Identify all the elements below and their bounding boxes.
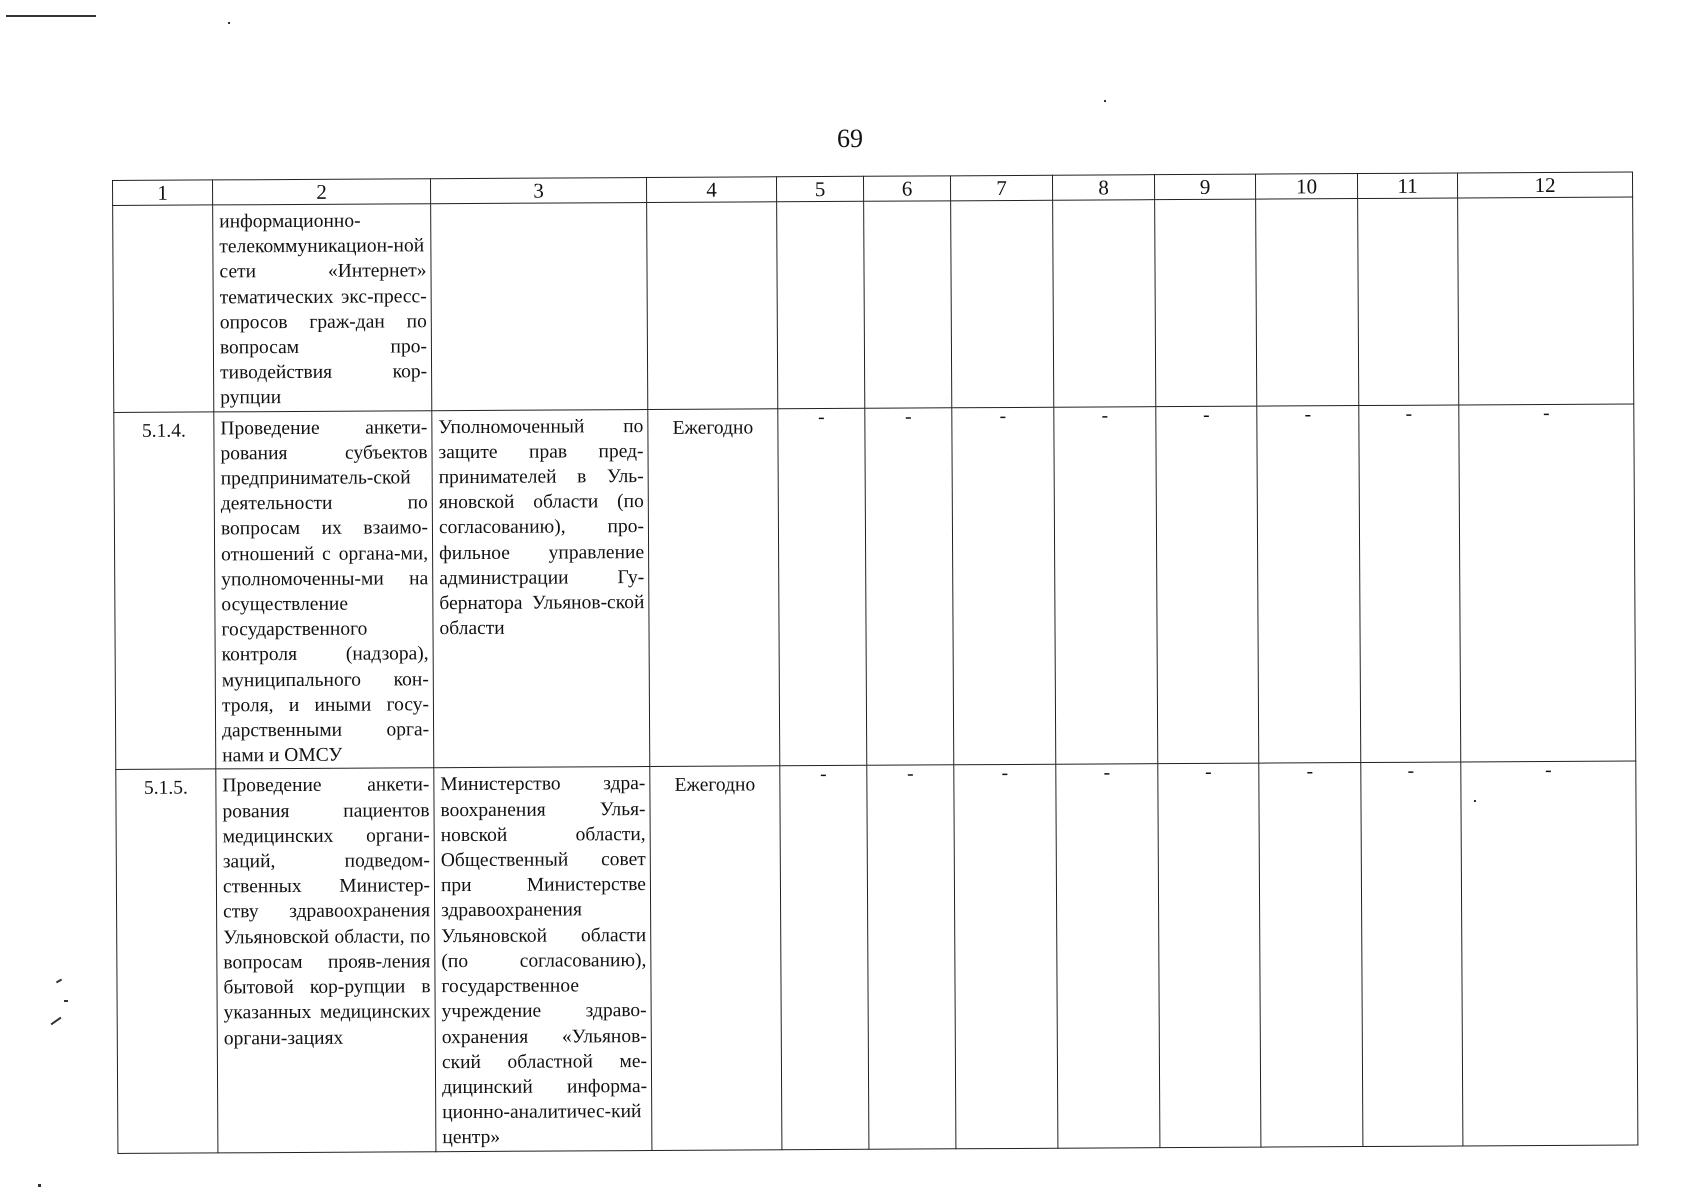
- table-row: [116, 761, 1638, 1153]
- item-number: 5.1.5.: [143, 778, 188, 800]
- value-cell: -: [1054, 406, 1158, 764]
- value-cell: -: [1156, 406, 1259, 764]
- value-cell: -: [1461, 761, 1638, 1145]
- table-container: [112, 172, 1637, 1154]
- scan-artifact-dot: [38, 1184, 41, 1187]
- column-header: 11: [1357, 173, 1457, 199]
- value-cell: -: [1158, 764, 1261, 1148]
- value-cell: -: [1257, 405, 1361, 763]
- description-cell: [213, 204, 432, 412]
- description-cell: [214, 410, 434, 769]
- column-header: 8: [1052, 175, 1154, 201]
- period-cell: [648, 408, 780, 767]
- scan-artifact-dot: [56, 979, 62, 984]
- value-cell: [951, 200, 1054, 407]
- executor-text: Министерство здра-воохранения Улья-новской области, Общественный совет при Министерстве здравоохранения Ульяновской области (по согласованию), государственное учреждение здраво-охранения «Ульянов-ский областной ме-дицинский информа-ционно-аналитичес-кий центр»: [440, 773, 648, 1149]
- column-header: 1: [113, 180, 213, 206]
- value-cell: -: [778, 408, 867, 766]
- column-header: 6: [863, 176, 950, 201]
- scan-artifact-dot: [1104, 100, 1106, 102]
- executor-cell: [432, 409, 650, 768]
- column-header: 5: [776, 176, 863, 201]
- column-header: 7: [950, 175, 1052, 201]
- executor-cell: [434, 767, 652, 1151]
- description-text: Проведение анкети-рования пациентов медицинских органи-заций, подведом-ственных Министер-ству здравоохранения Ульяновской области, по вопросам прояв-ления бытовой кор-рупции в указанных медицинских органи-зациях: [222, 774, 431, 1049]
- description-text: Проведение анкети-рования субъектов предприниматель-ской деятельности по вопросам их взаимо-отношений с органа-ми, уполномоченны-ми на осуществление государственного контроля (надзора), муниципального кон-троля, и иными госу-дарственными орга-нами и ОМСУ: [220, 416, 430, 767]
- column-header: 4: [646, 177, 776, 203]
- description-cell: [216, 768, 436, 1152]
- value-cell: [1053, 200, 1156, 407]
- value-cell: [1155, 199, 1257, 406]
- column-header: 12: [1457, 172, 1632, 198]
- value-cell: -: [1459, 404, 1636, 763]
- item-number: 5.1.4.: [141, 420, 186, 442]
- period-text: Ежегодно: [672, 417, 754, 439]
- item-number-cell: [114, 412, 216, 770]
- executor-text: Уполномоченный по защите прав пред-принимателей в Уль-яновской области (по согласованию), про-фильное управление администрации Гу-бернатора Ульянов-ской области: [438, 415, 645, 640]
- column-header: 2: [213, 179, 431, 205]
- value-cell: [1358, 198, 1459, 405]
- value-cell: -: [865, 407, 954, 765]
- value-cell: [1458, 197, 1634, 405]
- item-number-cell: [113, 205, 214, 412]
- table-row: [114, 404, 1636, 770]
- value-cell: -: [780, 766, 869, 1150]
- value-cell: -: [1361, 762, 1463, 1146]
- value-cell: [777, 201, 865, 408]
- scan-artifact-dot: [228, 22, 230, 24]
- column-header: 3: [430, 178, 646, 204]
- value-cell: -: [867, 765, 956, 1149]
- page-number: 69: [837, 124, 863, 153]
- table-row: [113, 197, 1634, 412]
- value-cell: -: [954, 765, 1058, 1149]
- value-cell: [1256, 199, 1359, 406]
- item-number-cell: [116, 769, 218, 1153]
- column-header: 9: [1154, 174, 1255, 200]
- scan-artifact-dot: [51, 1017, 62, 1026]
- executor-cell: [431, 203, 648, 411]
- value-cell: -: [952, 407, 1056, 765]
- value-cell: -: [1056, 764, 1160, 1148]
- period-cell: [647, 202, 778, 409]
- scan-artifact-top-line: [6, 15, 96, 17]
- period-text: Ежегодно: [674, 774, 756, 797]
- description-text: информационно-телекоммуникацион-ной сети «Интернет» тематических экс-пресс-опросов граж-дан по вопросам про-тиводействия кор-рупции: [219, 210, 428, 409]
- column-header: 10: [1255, 174, 1357, 200]
- period-cell: [650, 766, 782, 1150]
- value-cell: -: [1259, 763, 1363, 1147]
- value-cell: [864, 201, 952, 408]
- measures-table: [112, 172, 1638, 1154]
- scan-artifact-dot: [64, 1000, 68, 1002]
- value-cell: -: [1359, 405, 1461, 763]
